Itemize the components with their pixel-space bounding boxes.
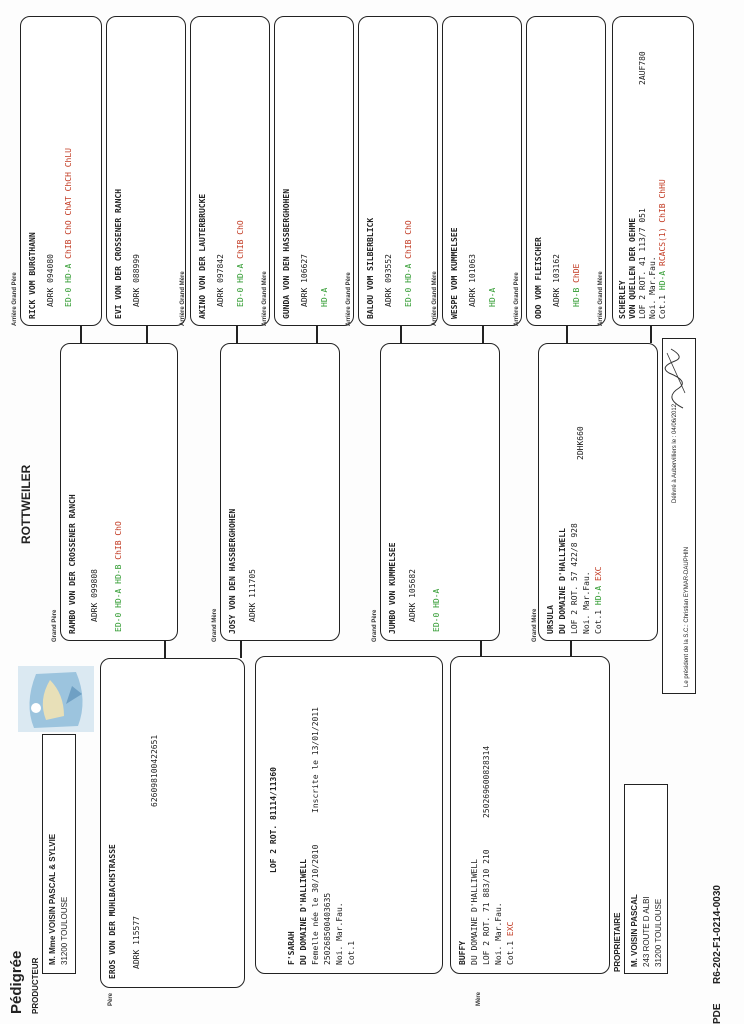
gp4-chip: 2DHK660 xyxy=(576,426,585,460)
dog-name: F'SARAH xyxy=(287,931,296,965)
dog-cot: Cot.1 xyxy=(347,940,356,965)
mother-kennel: DU DOMAINE D'HALLIWELL xyxy=(470,859,479,965)
gp1-name: RAMBO VON DER CROSSENER RANCH xyxy=(68,494,77,634)
ggp5-name: BALOU VOM SILBERBLICK xyxy=(366,217,375,319)
ggp7-reg: ADRK 103162 xyxy=(552,254,561,307)
ggp6-reg: ADRK 101063 xyxy=(468,254,477,307)
ggp8-kennel: VON QUELLEN DER OEHME xyxy=(628,217,637,319)
label-grand-pere-1: Grand Père xyxy=(52,609,58,642)
dog-box xyxy=(255,656,443,974)
father-name: EROS VON DER MUHLBACHSTRASSE xyxy=(108,844,117,979)
ggp6-health-ok: HD-A xyxy=(488,287,497,307)
ggp1-health-ok: ED-0 HD-A xyxy=(64,263,73,307)
mother-cot xyxy=(505,922,517,965)
ggp3-name: AKINO VON DER LAUTERBRUCKE xyxy=(198,193,207,319)
connector-gp3-ggp6 xyxy=(482,326,484,343)
label-pere: Père xyxy=(108,992,114,1006)
connector-gp3-ggp5 xyxy=(400,326,402,343)
ggp8-cot-label: Cot.1 xyxy=(658,294,667,319)
gp2-name: JOSY VON DEN HASSBERGHOHEN xyxy=(228,508,237,634)
label-grand-pere-2: Grand Père xyxy=(372,609,378,642)
mother-cot-label: Cot.1 xyxy=(506,940,515,965)
gp4-name: URSULA xyxy=(546,605,555,634)
producer-name: M. Mme VOISIN PASCAL & SYLVIE xyxy=(48,833,57,965)
father-box xyxy=(100,658,245,988)
ggp8-health-warn: RCACS(1) ChIB ChHU xyxy=(658,179,667,266)
grandparent-box-4 xyxy=(538,343,658,641)
ggp-box-6 xyxy=(442,16,522,326)
ggp5-reg: ADRK 093552 xyxy=(384,254,393,307)
connector-mother-gp3 xyxy=(480,641,482,656)
connector-gp4-ggp8 xyxy=(650,326,652,343)
owner-label: PROPRIETAIRE xyxy=(613,912,622,972)
ggp2-reg: ADRK 088999 xyxy=(132,254,141,307)
ggp-box-5 xyxy=(358,16,438,326)
gp4-kennel: DU DOMAINE D'HALLIWELL xyxy=(558,528,567,634)
ggp6-name: WESPE VOM KUMMELSEE xyxy=(450,227,459,319)
gp3-name: JUMBO VON KUMMELSEE xyxy=(388,542,397,634)
page-number: 2AUF780 xyxy=(638,51,647,85)
gp1-health-warn: ChIB ChO xyxy=(114,521,123,560)
mother-color: Noi. Mar.Fau. xyxy=(494,902,503,965)
ggp2-name: EVI VON DER CROSSENER RANCH xyxy=(114,188,123,319)
gp4-color: Noi. Mar.Fau. xyxy=(582,571,591,634)
club-logo-icon xyxy=(16,664,96,734)
club-logo xyxy=(16,664,96,734)
label-agm-4: Arrière Grand Mère xyxy=(598,271,604,326)
signature-icon xyxy=(661,343,691,413)
mother-cot-grade: EXC xyxy=(506,921,515,937)
ggp3-health xyxy=(235,220,247,307)
form-code: R6-202-F1-0214-0030 xyxy=(712,885,723,984)
footer-delivered: Délivré à Aubervilliers le : 04/06/2012 xyxy=(672,403,678,503)
ggp4-name: GUNDA VON DEN HASSBERGHOHEN xyxy=(282,188,291,319)
owner-city: 31200 TOULOUSE xyxy=(654,898,663,967)
dog-inscribed: Inscrite le 13/01/2011 xyxy=(311,707,320,813)
ggp5-health-warn: ChIB ChO xyxy=(404,220,413,259)
ggp7-health-warn: ChDE xyxy=(572,263,581,283)
ggp1-name: RICK VOM BURGTHANN xyxy=(28,232,37,319)
gp4-cot-grade: EXC xyxy=(594,566,603,581)
ggp1-reg: ADRK 094080 xyxy=(46,254,55,307)
ggp-box-7 xyxy=(526,16,606,326)
footer-president: Le président de la S.C.: Christian EYMAR-DAUPHIN xyxy=(684,546,690,687)
connector-mother-gp4 xyxy=(570,641,572,656)
ggp8-color: Noi. Mar.Fau. xyxy=(648,256,657,319)
breed-title: ROTTWEILER xyxy=(19,464,33,544)
gp1-health xyxy=(113,521,125,632)
ggp8-health-ok: HD-A xyxy=(658,270,667,291)
ggp-box-4 xyxy=(274,16,354,326)
producer-city: 31200 TOULOUSE xyxy=(60,896,69,965)
ggp3-health-warn: ChIB ChO xyxy=(236,220,245,259)
connector-father-gp1 xyxy=(164,641,166,658)
ggp7-health xyxy=(571,264,583,307)
page-title: Pédigrée xyxy=(8,950,25,1014)
connector-father-gp2 xyxy=(240,641,242,658)
grandparent-box-3 xyxy=(380,343,500,641)
father-reg: ADRK 115577 xyxy=(132,916,141,969)
connector-gp2-ggp3 xyxy=(236,326,238,343)
ggp4-reg: ADRK 106627 xyxy=(300,254,309,307)
ggp8-lof: LOF 2 ROT. 41 113/7 051 xyxy=(638,208,647,319)
producer-label: PRODUCTEUR xyxy=(31,957,40,1014)
connector-gp1-ggp2 xyxy=(146,326,148,343)
label-grand-mere-1: Grand Mère xyxy=(212,608,218,642)
label-agp-3: Arrière Grand Père xyxy=(514,272,520,326)
mother-box xyxy=(450,656,610,974)
owner-box xyxy=(624,784,668,974)
ggp8-cot xyxy=(657,179,669,319)
ggp8-name: SCHERLEY xyxy=(618,280,627,319)
ggp5-health-ok: ED-0 HD-A xyxy=(404,263,413,307)
owner-name: M. VOISIN PASCAL xyxy=(630,894,639,967)
gp1-health-ok: ED-0 HD-A HD-B xyxy=(114,564,123,632)
label-agp-1: Arrière Grand Père xyxy=(12,272,18,326)
producer-box xyxy=(42,734,76,974)
dog-chip: 250268500403635 xyxy=(323,892,332,965)
ggp1-health-warn: ChIB ChO ChAT ChCH ChLU xyxy=(64,148,73,259)
dog-kennel: DU DOMAINE D'HALLIWELL xyxy=(299,859,308,965)
mother-lof: LOF 2 ROT. 71 883/10 210 xyxy=(482,849,491,965)
gp4-cot xyxy=(593,567,605,634)
connector-gp4-ggp7 xyxy=(566,326,568,343)
ggp-box-2 xyxy=(106,16,186,326)
ggp-box-8 xyxy=(612,16,694,326)
label-agp-2: Arrière Grand Père xyxy=(346,272,352,326)
mother-name: BUFFY xyxy=(458,940,467,965)
dog-color: Noi. Mar.Fau. xyxy=(335,902,344,965)
signature-box xyxy=(662,338,696,694)
dog-lof: LOF 2 ROT. 81114/11360 xyxy=(269,767,278,873)
label-mere: Mère xyxy=(476,991,482,1006)
gp4-cot-label: Cot.1 xyxy=(594,609,603,634)
form-mark: PDE xyxy=(712,1003,723,1024)
label-grand-mere-2: Grand Mère xyxy=(532,608,538,642)
label-agm-1: Arrière Grand Mère xyxy=(180,271,186,326)
owner-street: 243 ROUTE D ALBI xyxy=(642,896,651,967)
gp4-lof: LOF 2 ROT. 57 422/8 928 xyxy=(570,523,579,634)
dog-born: Femelle née le 30/10/2010 xyxy=(311,844,320,965)
ggp5-health xyxy=(403,220,415,307)
gp3-reg: ADRK 105682 xyxy=(408,569,417,622)
ggp-box-3 xyxy=(190,16,270,326)
father-chip: 626098100422651 xyxy=(150,734,159,807)
ggp7-name: ODO VOM FLEISCHER xyxy=(534,237,543,319)
grandparent-box-2 xyxy=(220,343,340,641)
ggp3-health-ok: ED-0 HD-A xyxy=(236,263,245,307)
ggp1-health xyxy=(63,148,75,307)
gp1-reg: ADRK 099808 xyxy=(90,569,99,622)
label-agm-3: Arrière Grand Mère xyxy=(432,271,438,326)
grandparent-box-1 xyxy=(60,343,178,641)
gp2-reg: ADRK 111705 xyxy=(248,569,257,622)
ggp-box-1 xyxy=(20,16,102,326)
connector-gp2-ggp4 xyxy=(316,326,318,343)
ggp7-health-ok: HD-B xyxy=(572,287,581,307)
connector-gp1-ggp1 xyxy=(80,326,82,343)
ggp4-health-ok: HD-A xyxy=(320,287,329,307)
ggp3-reg: ADRK 097842 xyxy=(216,254,225,307)
gp3-health-ok: ED-0 HD-A xyxy=(432,588,441,632)
label-agm-2: Arrière Grand Mère xyxy=(262,271,268,326)
mother-chip: 250269600828314 xyxy=(482,745,491,818)
gp4-health-ok: HD-A xyxy=(594,585,603,606)
